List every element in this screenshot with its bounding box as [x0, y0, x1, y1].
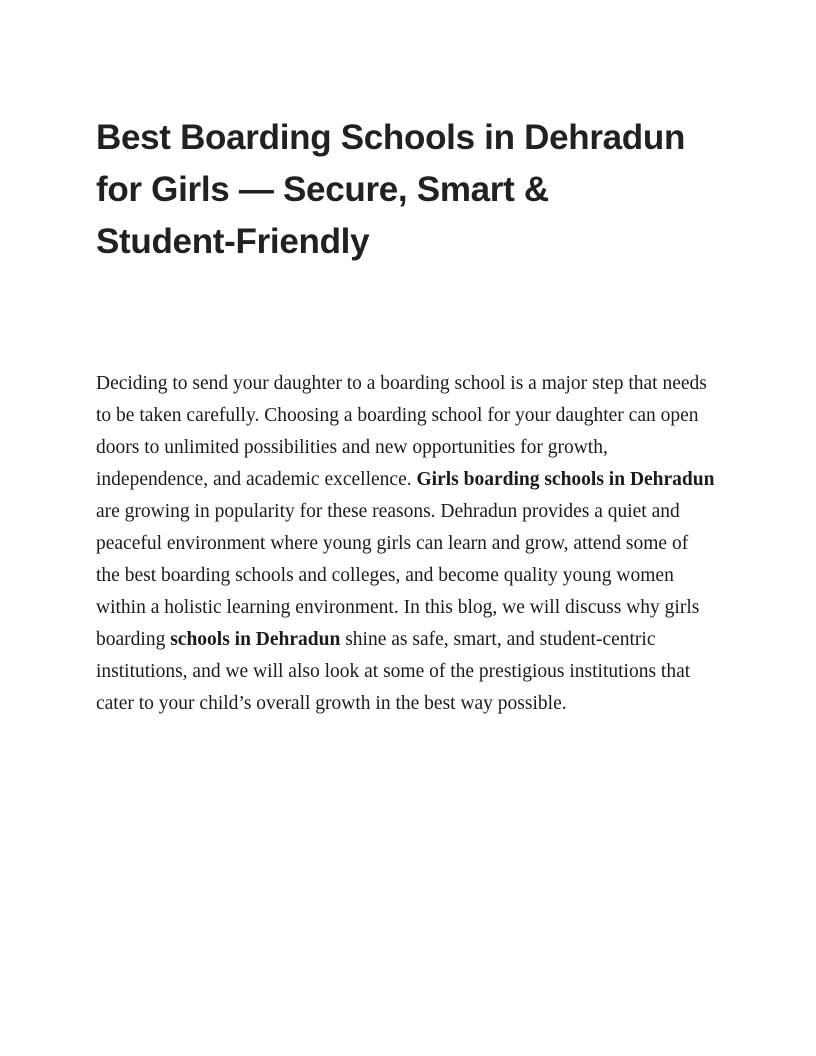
plain-text: shine as safe, smart, and student-centric institutions, and we will also look at some of the prestigious institutions that cater to your child’s overall growth in the best way possible.: [96, 629, 691, 714]
body-paragraph: [96, 368, 716, 720]
plain-text: are growing in popularity for these reasons. Dehradun provides a quiet and peaceful environment where young girls can learn and grow, attend some of the best boarding schools and colleges, and become quality young women within a holistic learning environment. In this blog, we will discuss why girls boarding: [96, 501, 700, 650]
page-title: Best Boarding Schools in Dehradun for Girls — Secure, Smart & Student-Friendly: [96, 118, 686, 261]
document-content: [96, 112, 720, 720]
emphasis-text: Girls boarding schools in Dehradun: [416, 469, 715, 490]
emphasis-text: schools in Dehradun: [170, 629, 341, 650]
plain-text: Deciding to send your daughter to a boarding school is a major step that needs to be taken carefully. Choosing a boarding school for your daughter can open doors to unlimited possibilities and new opportunities for growth, independence, and academic excellence.: [96, 373, 707, 490]
title-body-spacer: [96, 268, 720, 368]
